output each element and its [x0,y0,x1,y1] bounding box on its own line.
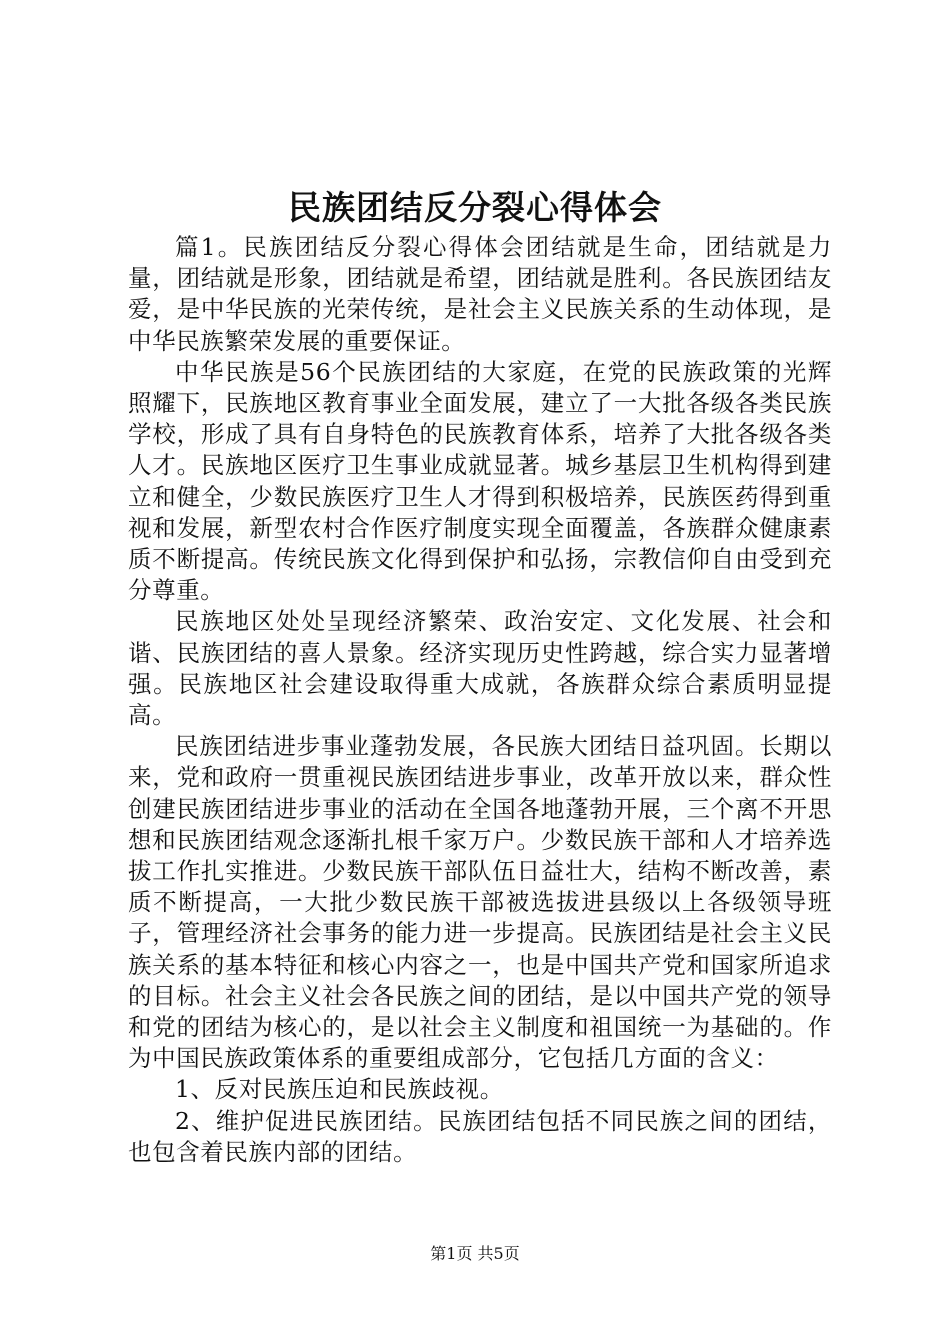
page-footer: 第1页 共5页 [430,1244,520,1263]
paragraph: 民族地区处处呈现经济繁荣、政治安定、文化发展、社会和谐、民族团结的喜人景象。经济实现历史性跨越，综合实力显著增强。民族地区社会建设取得重大成就，各族群众综合素质明显提高。 [128,607,832,730]
document-body [128,232,832,1168]
list-item: 1、反对民族压迫和民族歧视。 [175,1075,504,1104]
document-title: 民族团结反分裂心得体会 [288,188,662,227]
paragraph: 中华民族是56个民族团结的大家庭，在党的民族政策的光辉照耀下，民族地区教育事业全面发展，建立了一大批各级各类民族学校，形成了具有自身特色的民族教育体系，培养了大批各级各类人才。民族地区医疗卫生事业成就显著。城乡基层卫生机构得到建立和健全，少数民族医疗卫生人才得到积极培养，民族医药得到重视和发展，新型农村合作医疗制度实现全面覆盖，各族群众健康素质不断提高。传统民族文化得到保护和弘扬，宗教信仰自由受到充分尊重。 [128,357,832,605]
list-item: 2、维护促进民族团结。民族团结包括不同民族之间的团结，也包含着民族内部的团结。 [128,1106,832,1166]
paragraph: 篇1。民族团结反分裂心得体会团结就是生命，团结就是力量，团结就是形象，团结就是希望，团结就是胜利。各民族团结友爱，是中华民族的光荣传统，是社会主义民族关系的生动体现，是中华民族繁荣发展的重要保证。 [128,233,832,355]
paragraph: 民族团结进步事业蓬勃发展，各民族大团结日益巩固。长期以来，党和政府一贯重视民族团结进步事业，改革开放以来，群众性创建民族团结进步事业的活动在全国各地蓬勃开展，三个离不开思想和民族团结观念逐渐扎根千家万户。少数民族干部和人才培养选拔工作扎实推进。少数民族干部队伍日益壮大，结构不断改善，素质不断提高，一大批少数民族干部被选拔进县级以上各级领导班子，管理经济社会事务的能力进一步提高。民族团结是社会主义民族关系的基本特征和核心内容之一，也是中国共产党和国家所追求的目标。社会主义社会各民族之间的团结，是以中国共产党的领导和党的团结为核心的，是以社会主义制度和祖国统一为基础的。作为中国民族政策体系的重要组成部分，它包括几方面的含义： [128,732,832,1073]
